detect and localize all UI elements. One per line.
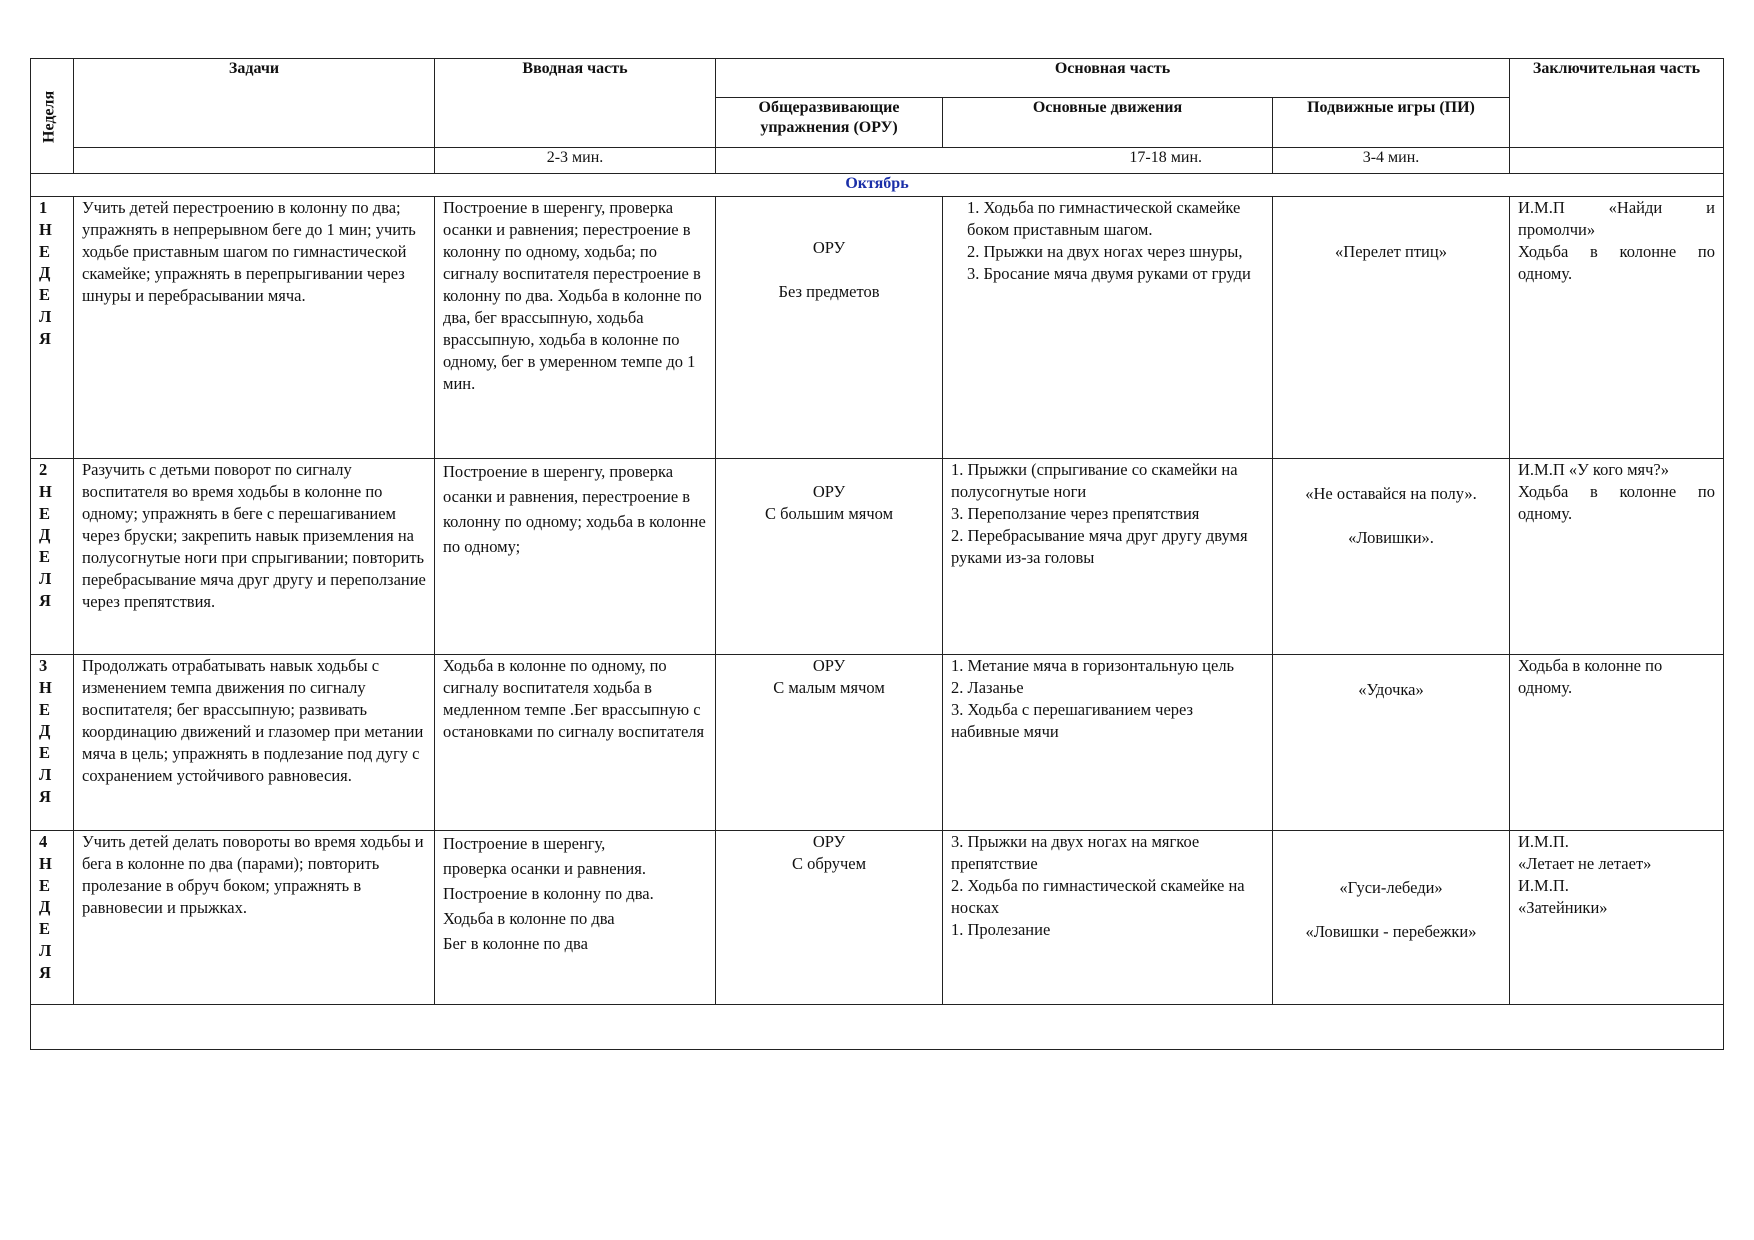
games-cell: «Перелет птиц» [1273,197,1510,459]
tasks-cell: Продолжать отрабатывать навык ходьбы с изменением темпа движения по сигналу воспитателя; бег врассыпную; развивать координацию движений и глазомер при метании мяча в цель; упражнять в подлезание под дугу с сохранением устойчивого равновесия. [74,655,435,831]
header-oru: Общеразвивающие упражнения (ОРУ) [716,98,943,148]
table-row [31,459,1724,655]
games-cell: «Удочка» [1273,655,1510,831]
table-row [31,831,1724,1005]
final-cell: И.М.П «У кого мяч?» Ходьба в колонне по одному. [1510,459,1724,655]
intro-cell: Построение в шеренгу, проверка осанки и равнения, перестроение в колонну по одному; ходьба в колонне по одному; [435,459,716,655]
table-row [31,197,1724,459]
games-cell: «Гуси-лебеди» «Ловишки - перебежки» [1273,831,1510,1005]
games-cell: «Не оставайся на полу». «Ловишки». [1273,459,1510,655]
table-row [31,655,1724,831]
week-label: 1 Н Е Д Е Л Я [31,197,74,459]
intro-cell: Построение в шеренгу, проверка осанки и равнения; перестроение в колонну по одному, ходьба; по сигналу воспитателя перестроение в колонну по два. Ходьба в колонне по два, бег врассыпную, ходьба врассыпную, ходьба в колонне по одному, бег в умеренном темпе до 1 мин. [435,197,716,459]
oru-cell: ОРУ Без предметов [716,197,943,459]
intro-cell: Построение в шеренгу, проверка осанки и равнения. Построение в колонну по два. Ходьба в колонне по два Бег в колонне по два [435,831,716,1005]
header-moves: Основные движения [943,98,1273,148]
header-main: Основная часть [716,59,1510,98]
tasks-cell: Учить детей перестроению в колонну по два; упражнять в непрерывном беге до 1 мин; учить ходьбе приставным шагом по гимнастической скамейке; упражнять в перепрыгивании через шнуры и перебрасывании мяча. [74,197,435,459]
oru-cell: ОРУ С большим мячом [716,459,943,655]
header-week: Неделя [31,59,74,174]
header-final: Заключительная часть [1510,59,1724,148]
moves-cell: 1. Ходьба по гимнастической скамейке боком приставным шагом. 2. Прыжки на двух ногах через шнуры, 3. Бросание мяча двумя руками от груди [943,197,1273,459]
moves-cell: 1. Метание мяча в горизонтальную цель 2. Лазанье 3. Ходьба с перешагиванием через набивные мячи [943,655,1273,831]
tasks-cell: Учить детей делать повороты во время ходьбы и бега в колонне по два (парами); повторить пролезание в обруч боком; упражнять в равновесии и прыжках. [74,831,435,1005]
empty-row [31,1005,1724,1050]
moves-cell: 1. Прыжки (спрыгивание со скамейки на полусогнутые ноги 3. Переползание через препятствия 2. Перебрасывание мяча друг другу двумя руками из-за головы [943,459,1273,655]
duration-games: 3-4 мин. [1273,148,1510,174]
week-label: 2 Н Е Д Е Л Я [31,459,74,655]
header-games: Подвижные игры (ПИ) [1273,98,1510,148]
week-label: 3 Н Е Д Е Л Я [31,655,74,831]
final-cell: И.М.П «Найди и промолчи» Ходьба в колонне по одному. [1510,197,1724,459]
month-label: Октябрь [31,174,1724,197]
duration-intro: 2-3 мин. [435,148,716,174]
lesson-plan-table [30,58,1724,1050]
week-label: 4 Н Е Д Е Л Я [31,831,74,1005]
tasks-cell: Разучить с детьми поворот по сигналу воспитателя во время ходьбы в колонне по одному; упражнять в беге с перешагиванием через бруски; закрепить навык приземления на полусогнутые ноги при спрыгивании; повторить перебрасывание мяча друг другу и переползание через препятствия. [74,459,435,655]
header-intro: Вводная часть [435,59,716,148]
final-cell: И.М.П. «Летает не летает» И.М.П. «Затейники» [1510,831,1724,1005]
oru-cell: ОРУ С обручем [716,831,943,1005]
moves-cell: 3. Прыжки на двух ногах на мягкое препятствие 2. Ходьба по гимнастической скамейке на носках 1. Пролезание [943,831,1273,1005]
duration-main: 17-18 мин. [716,148,1273,174]
intro-cell: Ходьба в колонне по одному, по сигналу воспитателя ходьба в медленном темпе .Бег врассыпную с остановками по сигналу воспитателя [435,655,716,831]
oru-cell: ОРУ С малым мячом [716,655,943,831]
header-tasks: Задачи [74,59,435,148]
final-cell: Ходьба в колонне по одному. [1510,655,1724,831]
